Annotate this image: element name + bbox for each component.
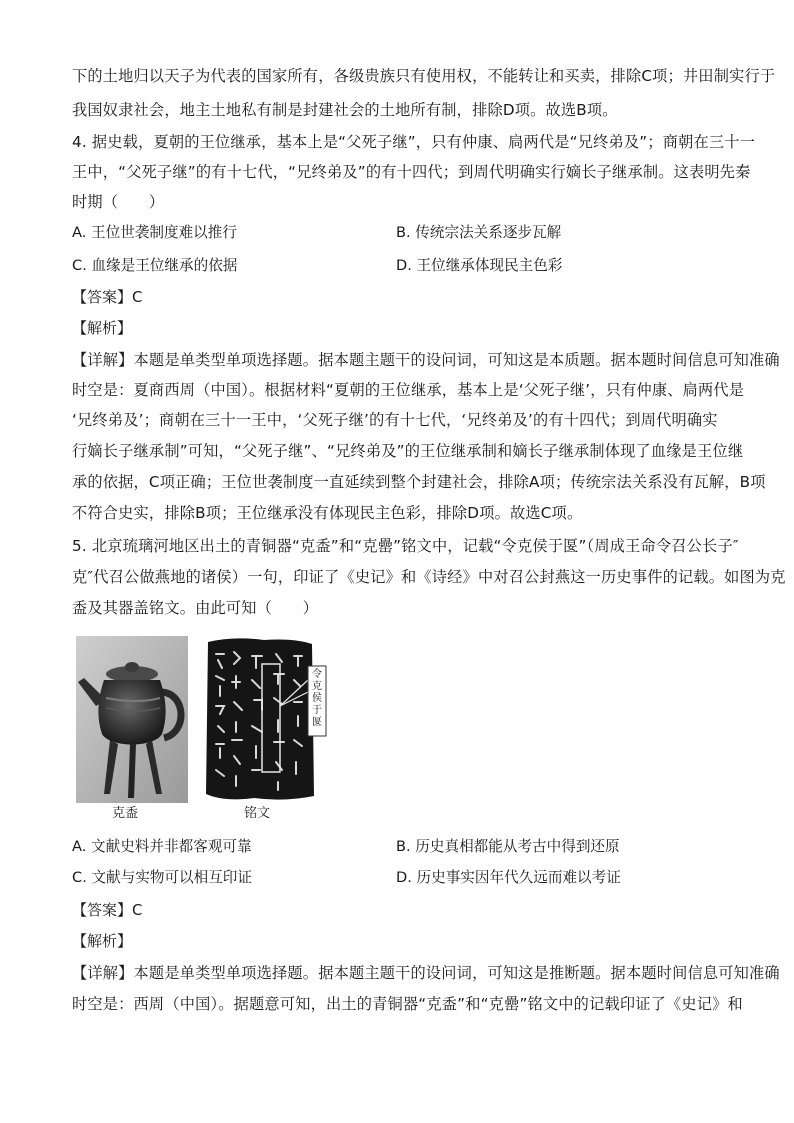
bronze-vessel-photo	[76, 636, 188, 803]
inscription-callout-label: 令克侯于匽	[312, 669, 322, 728]
question-5-option-a: A. 文献史料并非都客观可靠	[72, 838, 252, 855]
question-4-analysis-tag: 【解析】	[72, 319, 133, 337]
question-4-answer	[72, 287, 143, 307]
question-4-option-d: D. 王位继承体现民主色彩	[396, 257, 563, 274]
question-4-stem: 时期（ ）	[72, 193, 165, 211]
question-5-option-d: D. 历史事实因年代久远而难以考证	[396, 869, 621, 886]
question-5-option-c: C. 文献与实物可以相互印证	[72, 869, 253, 886]
question-4-detail: 【详解】本题是单类型单项选择题。据本题主题干的设问词，可知这是本质题。据本题时间信息可知准确	[72, 351, 780, 369]
question-4-option-b: B. 传统宗法关系逐步瓦解	[396, 224, 562, 241]
question-4-detail: 行嫡长子继承制”可知，“父死子继”、“兄终弟及”的王位继承制和嫡长子继承制体现了血缘是王位继	[72, 442, 744, 460]
question-5-detail: 【详解】本题是单类型单项选择题。据本题主题干的设问词，可知这是推断题。据本题时间信息可知准确	[72, 964, 780, 982]
question-5-stem: 5. 北京琉璃河地区出土的青铜器“克盉”和“克罍”铭文中，记载“令克侯于匽”（周成王命令召公长子″	[72, 537, 739, 555]
question-5-detail: 时空是：西周（中国）。据题意可知，出土的青铜器“克盉”和“克罍”铭文中的记载印证了《史记》和	[72, 995, 743, 1013]
figure-caption-inscription: 铭文	[244, 806, 271, 821]
inscription-rubbing	[204, 636, 328, 803]
bronze-he-vessel-image	[76, 636, 188, 803]
question-4-stem: 4. 据史载，夏朝的王位继承，基本上是“父死子继”，只有仲康、扃两代是“兄终弟及”；商朝在三十一	[72, 133, 756, 151]
answer-tag: 【答案】	[72, 288, 133, 306]
answer-tag: 【答案】	[72, 901, 133, 919]
text-line: 下的土地归以天子为代表的国家所有，各级贵族只有使用权，不能转让和买卖，排除C项；井田制实行于	[72, 67, 776, 85]
question-5-option-b: B. 历史真相都能从考古中得到还原	[396, 838, 620, 855]
question-4-detail: ‘兄终弟及’；商朝在三十一王中，‘父死子继’的有十七代，‘兄终弟及’的有十四代；到周代明确实	[72, 411, 718, 429]
question-4-option-a: A. 王位世袭制度难以推行	[72, 224, 237, 241]
answer-value: C	[132, 901, 143, 919]
question-5-stem: 克″代召公做燕地的诸侯）一句，印证了《史记》和《诗经》中对召公封燕这一历史事件的记载。如图为克	[72, 568, 786, 586]
question-5-answer	[72, 900, 143, 920]
question-4-detail: 不符合史实，排除B项；王位继承没有体现民主色彩，排除D项。故选C项。	[72, 504, 583, 522]
question-4-detail: 承的依据，C项正确；王位世袭制度一直延续到整个封建社会，排除A项；传统宗法关系没有瓦解，B项	[72, 473, 766, 491]
question-4-stem: 王中，“父死子继”的有十七代，“兄终弟及”的有十四代；到周代明确实行嫡长子继承制。这表明先秦	[72, 163, 751, 181]
question-4-detail: 时空是：夏商西周（中国）。根据材料“夏朝的王位继承，基本上是‘父死子继’，只有仲康、扃两代是	[72, 381, 745, 399]
question-4-option-c: C. 血缘是王位继承的依据	[72, 257, 238, 274]
answer-value: C	[132, 288, 143, 306]
figure-caption-vessel: 克盉	[112, 806, 139, 821]
question-5-stem: 盉及其器盖铭文。由此可知（ ）	[72, 599, 319, 617]
text-line: 我国奴隶社会，地主土地私有制是封建社会的土地所有制，排除D项。故选B项。	[72, 101, 618, 119]
question-5-analysis-tag: 【解析】	[72, 932, 133, 950]
